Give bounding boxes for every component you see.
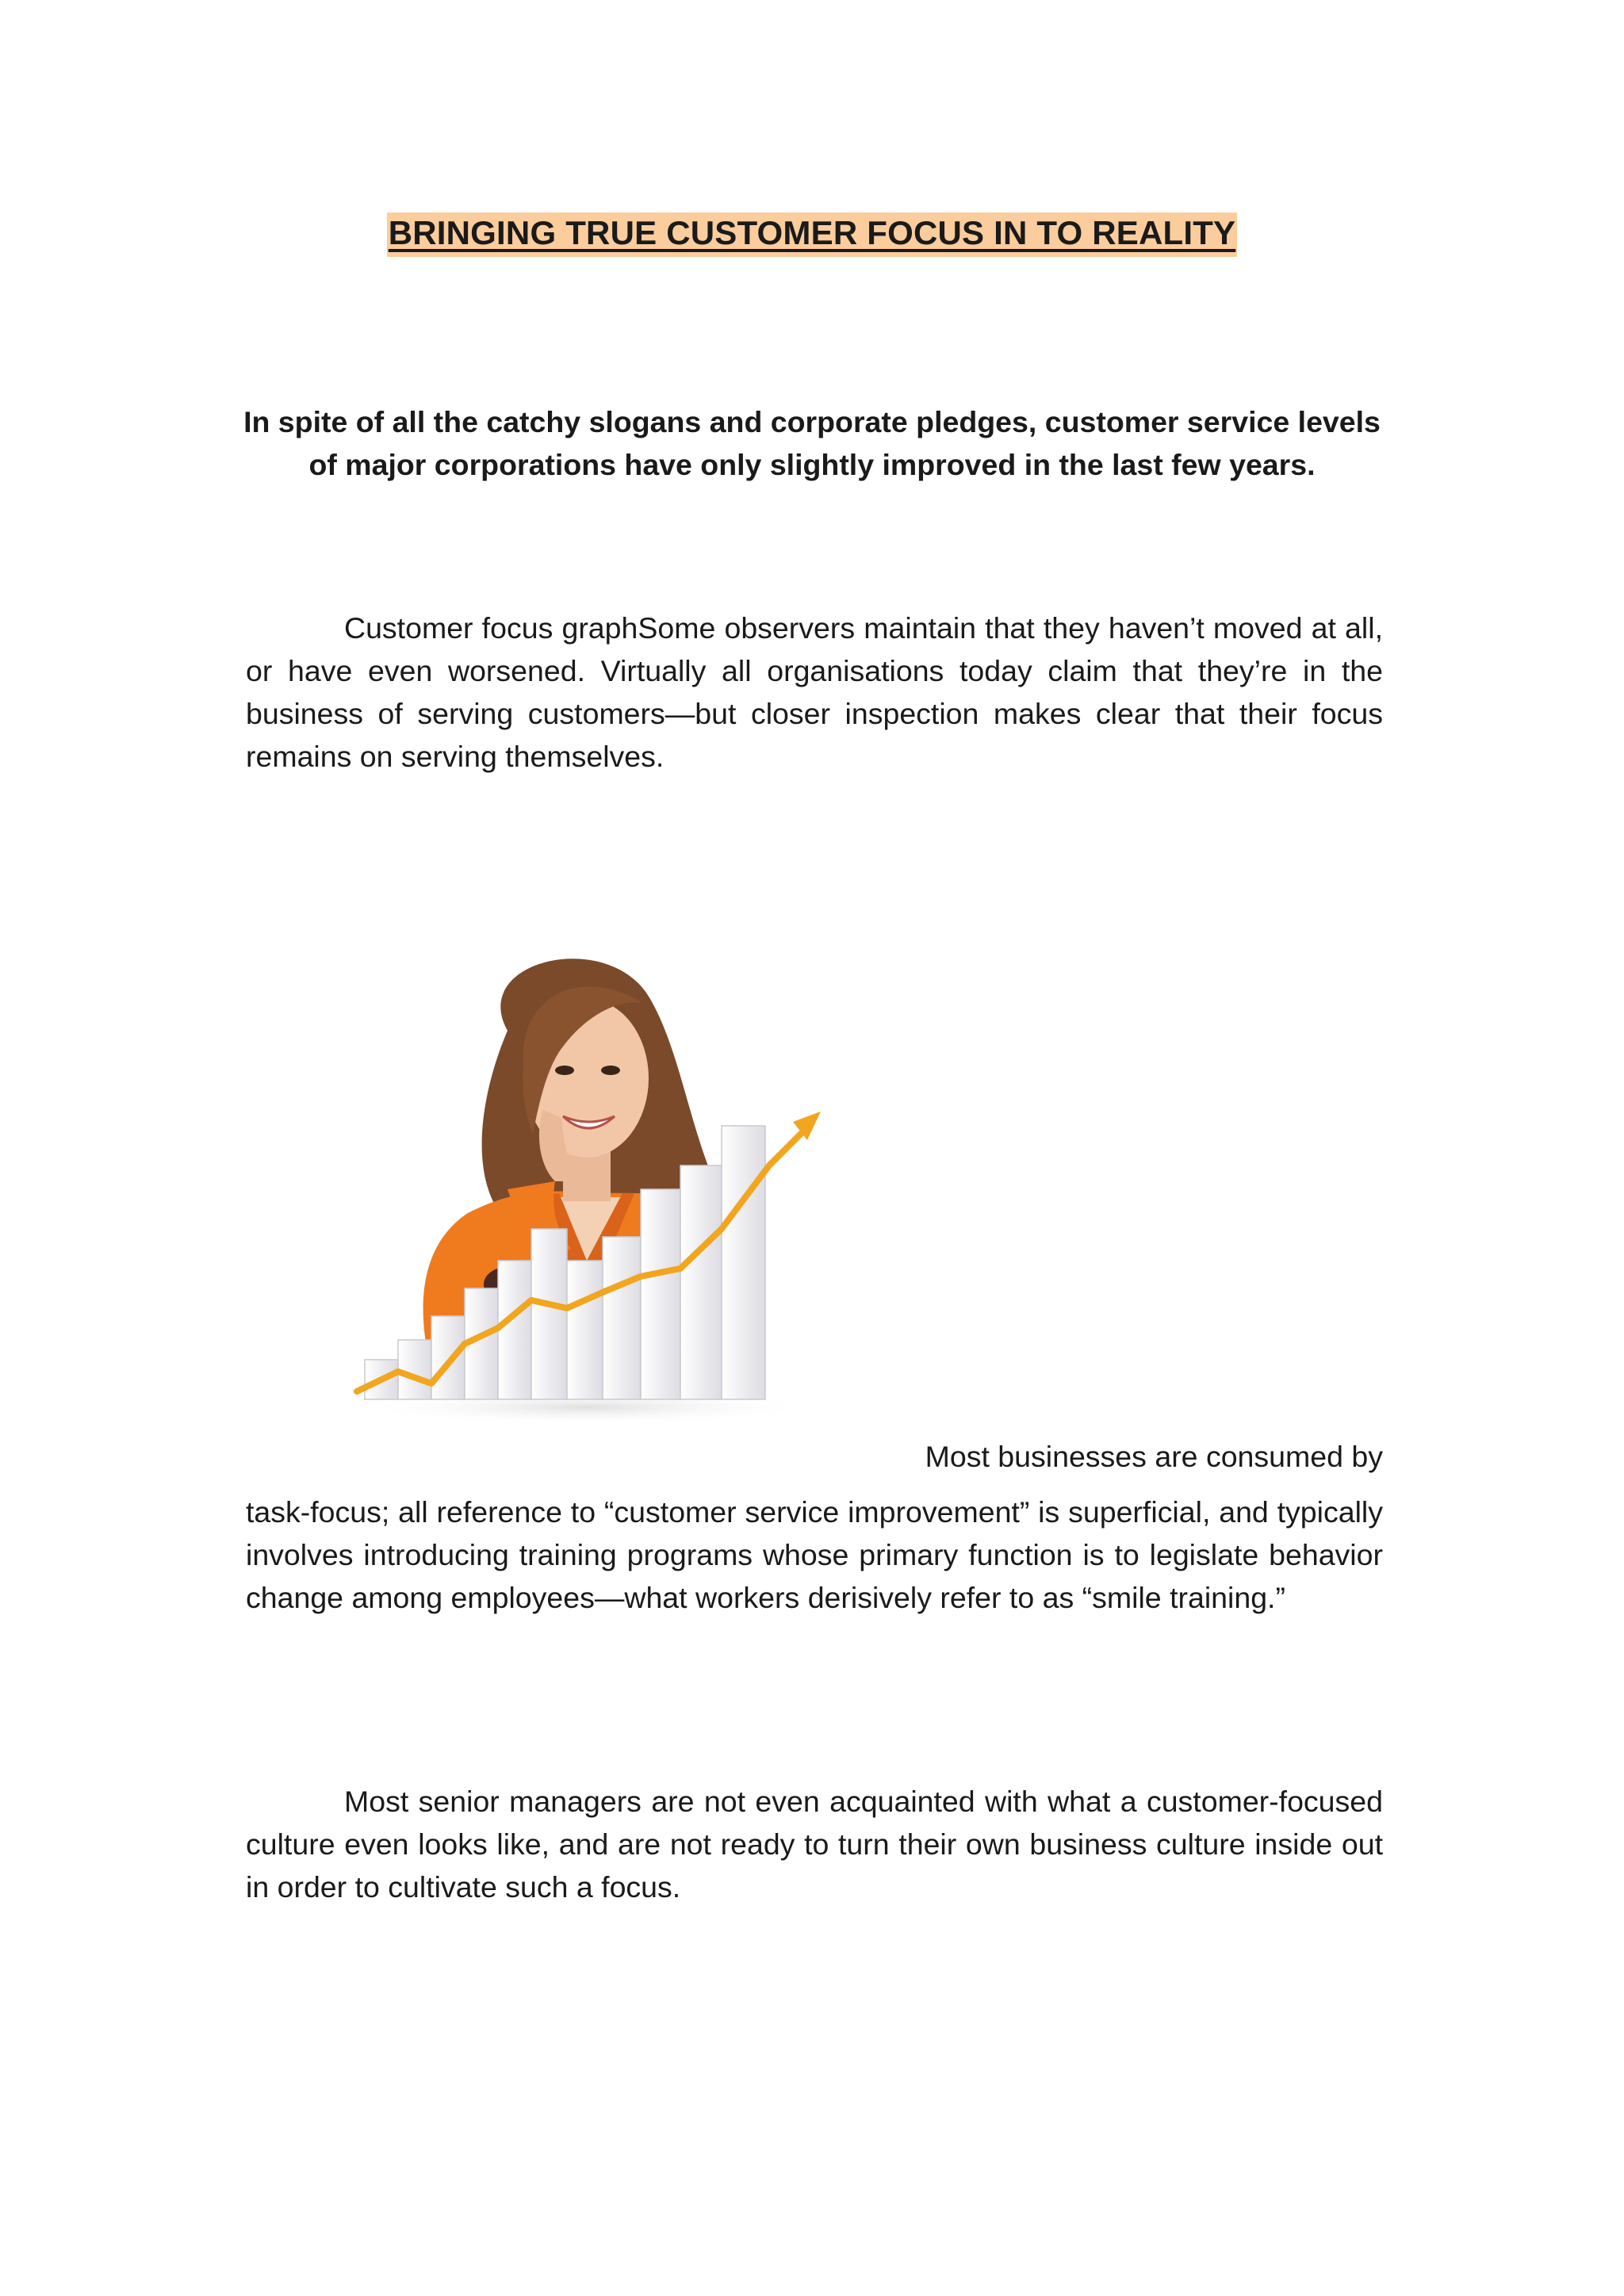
body-paragraph-3: Most senior managers are not even acquainted with what a customer-focused culture even looks like, and are not ready to turn their own business culture inside out in order to cultivate such a focus.	[246, 1785, 1383, 1904]
document-title: BRINGING TRUE CUSTOMER FOCUS IN TO REALITY	[387, 212, 1238, 257]
lead-paragraph: In spite of all the catchy slogans and corporate pledges, customer service levels of major corporations have only slightly improved in the last few years.	[243, 405, 1381, 481]
body-paragraph-2-start: Most businesses are consumed by	[925, 1440, 1383, 1473]
woman-growth-chart-icon	[349, 928, 856, 1435]
customer-focus-illustration	[349, 928, 856, 1435]
body-paragraph-2-continued: task-focus; all reference to “customer service improvement” is superficial, and typically involves introducing training programs whose primary function is to legislate behavior change among employees—what workers derisively refer to as “smile training.”	[246, 1495, 1383, 1614]
title-container	[0, 212, 1624, 257]
body-paragraph-1: Customer focus graphSome observers maintain that they haven’t moved at all, or have even worsened. Virtually all organisations today claim that they’re in the business of serving customers—but closer inspection makes clear that their focus remains on serving themselves.	[246, 611, 1383, 773]
